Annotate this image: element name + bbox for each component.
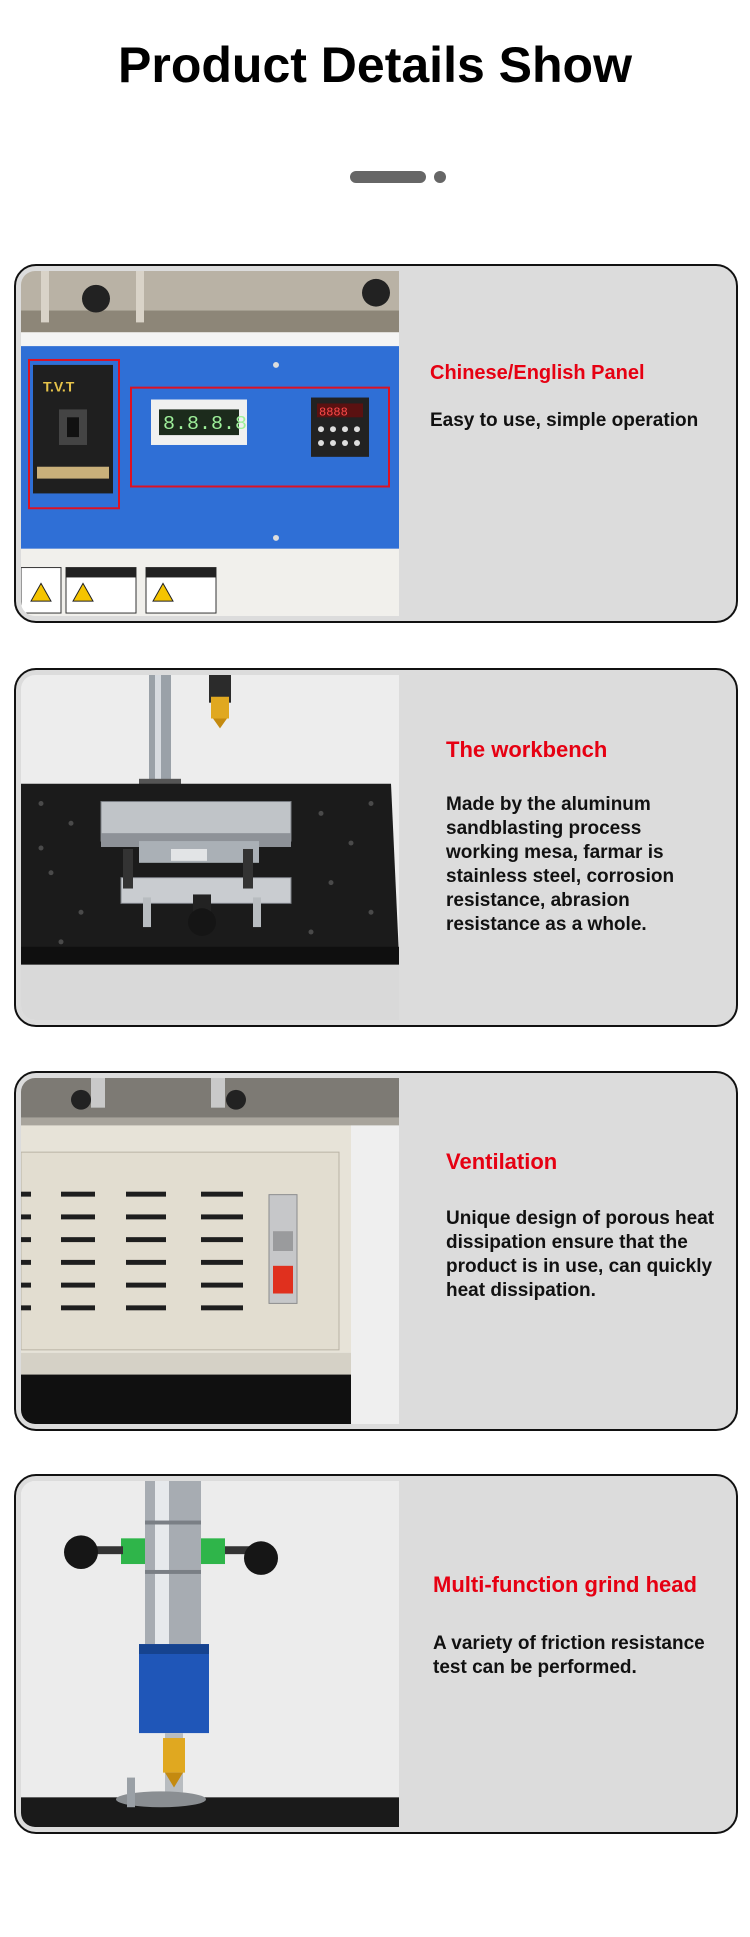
counter-display: 8888 xyxy=(319,405,348,420)
feature-card-grind-head xyxy=(14,1474,738,1834)
feature-description: Easy to use, simple operation xyxy=(430,410,699,431)
control-panel-photo xyxy=(21,271,399,616)
grind-head-photo xyxy=(21,1481,399,1827)
feature-card-ventilation xyxy=(14,1071,738,1431)
feature-title: The workbench xyxy=(446,737,608,762)
feature-title: Chinese/English Panel xyxy=(430,362,645,384)
feature-description: Unique design of porous heat dissipation ensure that the product is in use, can quickly heat dissipation. xyxy=(446,1208,715,1301)
indicator-dot xyxy=(434,171,446,183)
feature-title: Multi-function grind head xyxy=(433,1572,697,1597)
ventilation-photo xyxy=(21,1078,399,1424)
workbench-photo xyxy=(21,675,399,1020)
page-title: Product Details Show xyxy=(118,37,632,93)
indicator-bar xyxy=(350,171,426,183)
panel-display: 8.8.8.8 xyxy=(163,412,247,436)
svg-text:T.V.T: T.V.T xyxy=(43,378,75,395)
feature-card-workbench xyxy=(14,668,738,1027)
feature-description: A variety of friction resistance test can be performed. xyxy=(433,1633,705,1678)
feature-title: Ventilation xyxy=(446,1149,558,1174)
feature-description: Made by the aluminum sandblasting process working mesa, farmar is stainless steel, corrosion resistance, abrasion resistance as a whole. xyxy=(446,794,675,935)
feature-card-panel xyxy=(14,264,738,623)
